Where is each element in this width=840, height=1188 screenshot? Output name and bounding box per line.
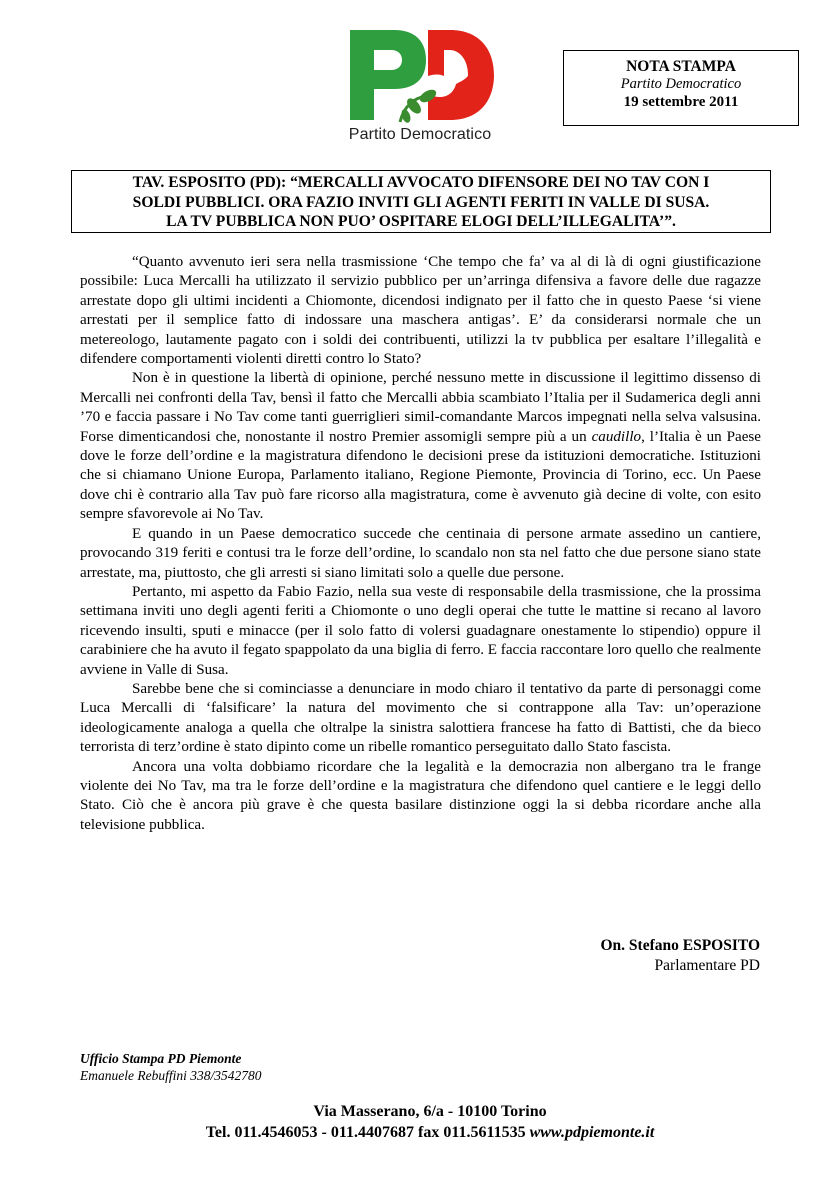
paragraph-2 <box>80 369 761 524</box>
signature-name: On. Stefano ESPOSITO <box>600 937 760 954</box>
paragraph-6: Ancora una volta dobbiamo ricordare che la legalità e la democrazia non albergano tra le frange violente dei No Tav, ma tra le forze dell’ordine e la magistratura che difendono quel cantiere e le leggi dello Stato. Ciò che è ancora più grave è che questa basilare distinzione oggi la si debba ricordare anche alla televisione pubblica. <box>80 758 761 833</box>
headline-line-3: LA TV PUBBLICA NON PUO’ OSPITARE ELOGI DELL’ILLEGALITA’”. <box>166 213 676 230</box>
pd-letters-logo-icon <box>344 26 496 126</box>
logo-text: Partito Democratico <box>348 126 492 143</box>
pd-logo <box>340 26 500 151</box>
paragraph-2-italic: caudillo <box>591 428 642 445</box>
headline-line-1: TAV. ESPOSITO (PD): “MERCALLI AVVOCATO DIFENSORE DEI NO TAV CON I <box>132 174 710 191</box>
headline-line-2: SOLDI PUBBLICI. ORA FAZIO INVITI GLI AGENTI FERITI IN VALLE DI SUSA. <box>132 193 710 211</box>
press-office-name: Ufficio Stampa PD Piemonte <box>80 1051 242 1066</box>
paragraph-3: E quando in un Paese democratico succede che centinaia di persone armate assedino un cantiere, provocando 319 feriti e contusi tra le forze dell’ordine, lo scandalo non sta nel fatto che due persone siano state arrestate, ma, piuttosto, che gli arresti si siano limitati solo a quelle due persone. <box>80 525 761 581</box>
footer-phones: Tel. 011.4546053 - 011.4407687 fax 011.5611535 <box>205 1124 526 1141</box>
headline-box <box>71 170 771 233</box>
paragraph-2-part-b: , l’Italia è un Paese dove le forze dell’ordine e la magistratura difendono le decisioni prese da istituzioni democratiche. Istituzioni che si chiamano Unione Europa, Parlamento italiano, Regione Piemonte, Provincia di Torino, ecc. Un Paese dove chi è contrario alla Tav può fare ricorso alla magistratura, come è avvenuto già decine di volte, con esito sempre sfavorevole ai No Tav. <box>80 428 761 523</box>
footer-website[interactable]: www.pdpiemonte.it <box>529 1124 655 1141</box>
footer-address: Via Masserano, 6/a - 10100 Torino <box>313 1103 547 1120</box>
article-body <box>80 253 761 835</box>
press-office-contact: Emanuele Rebuffini 338/3542780 <box>80 1068 262 1083</box>
press-release-label: NOTA STAMPA <box>626 58 736 75</box>
signature-block <box>500 936 760 976</box>
signature-role: Parlamentare PD <box>654 957 760 974</box>
paragraph-4: Pertanto, mi aspetto da Fabio Fazio, nella sua veste di responsabile della trasmissione, che la prossima settimana inviti uno degli agenti feriti a Chiomonte o uno degli operai che tutte le mattine si recano al lavoro ricevendo insulti, sputi e minacce (per il solo fatto di volersi guadagnare onestamente lo stipendio) oppure il carabiniere che ha avuto il fegato spappolato da una biglia di ferro. E faccia raccontare loro quello che realmente avviene in Valle di Susa. <box>80 583 761 678</box>
paragraph-5: Sarebbe bene che si cominciasse a denunciare in modo chiaro il tentativo da parte di personaggi come Luca Mercalli di ‘falsificare’ la natura del movimento che si contrappone alla Tav: un’operazione ideologicamente analoga a quella che oltralpe la sinistra salottiera francese ha fatto di Battisti, che da bieco terrorista di terz’ordine è stato dipinto come un ribelle romantico perseguitato dallo Stato fascista. <box>80 680 761 756</box>
footer-contacts <box>100 1122 760 1143</box>
paragraph-2-part-a: Non è in questione la libertà di opinione, perché nessuno mette in discussione il legittimo dissenso di Mercalli nei confronti della Tav, bensì il fatto che Mercalli abbia scambiato l’Italia per il Sudamerica degli anni ’70 e faccia passare i No Tav come tanti guerriglieri simil-comandante Marcos impegnati nella selva valsusina. Forse dimenticandosi che, nonostante il nostro Premier assomigli sempre più a un <box>80 370 761 445</box>
release-date: 19 settembre 2011 <box>623 94 739 110</box>
footer <box>100 1101 760 1143</box>
party-name: Partito Democratico <box>620 76 742 92</box>
paragraph-1: “Quanto avvenuto ieri sera nella trasmissione ‘Che tempo che fa’ va al di là di ogni giustificazione possibile: Luca Mercalli ha utilizzato il servizio pubblico per un’arringa difensiva a favore delle due ragazze arrestate dopo gli ultimi incidenti a Chiomonte, dicendosi indignato per il fatto che in questo Paese ‘si viene arrestati per il semplice fatto di indossare una maschera antigas’. E’ da considerarsi normale che un metereologo, lautamente pagato con i soldi dei contribuenti, utilizzi la tv pubblica per esaltare l’illegalità e difendere comportamenti violenti diretti contro lo Stato? <box>80 254 761 368</box>
press-office <box>80 1050 480 1084</box>
press-release-box <box>563 50 799 126</box>
